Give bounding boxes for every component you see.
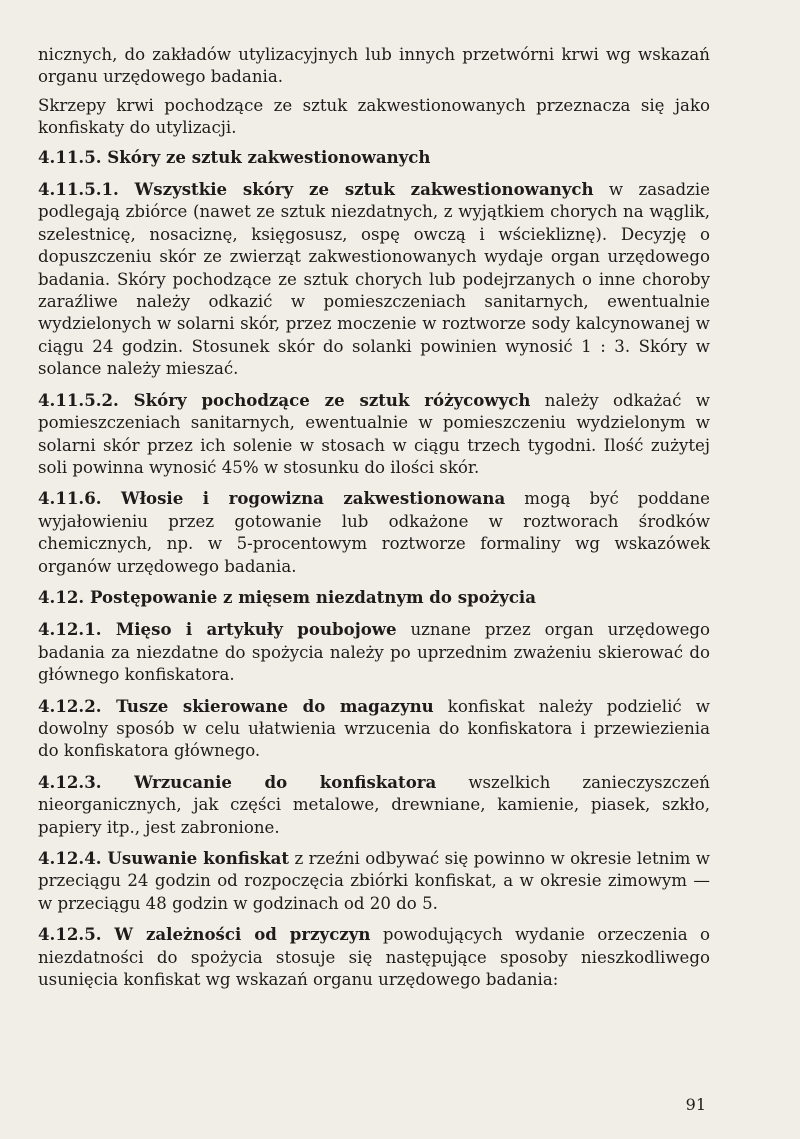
paragraph-lead: 4.12.4. Usuwanie konfiskat	[38, 848, 290, 868]
section-heading-4-12: 4.12. Postępowanie z mięsem niezdatnym do spożycia	[38, 586, 536, 607]
paragraph-lead: 4.12.2. Tusze skierowane do magazynu	[38, 695, 434, 716]
paragraph-lead: 4.11.5.2. Skóry pochodzące ze sztuk różycowych	[38, 389, 531, 410]
paragraph-continuation: nicznych, do zakładów utylizacyjnych lub innych przetwórni krwi wg wskazań organu urzędowego badania.	[38, 45, 710, 87]
paragraph-4-11-6: 4.11.6. Włosie i rogowizna zakwestionowana mogą być poddane wyjałowieniu przez gotowanie lub odkażone w roztworach środków chemicznych, np. w 5-procentowym roztworze formaliny wg wskazówek organów urzędowego badania.	[38, 488, 710, 576]
paragraph-4-12-3: 4.12.3. Wrzucanie do konfiskatora wszelkich zanieczyszczeń nieorganicznych, jak części metalowe, drewniane, kamienie, piasek, szkło, papiery itp., jest zabronione.	[38, 771, 710, 837]
paragraph-4-12-5: 4.12.5. W zależności od przyczyn powodujących wydanie orzeczenia o niezdatności do spożycia stosuje się następujące sposoby nieszkodliwego usunięcia konfiskat wg wskazań organu urzędowego badania:	[38, 924, 710, 990]
paragraph-4-12-2: 4.12.2. Tusze skierowane do magazynu konfiskat należy podzielić w dowolny sposób w celu ułatwienia wrzucenia do konfiskatora i przewiezienia do konfiskatora głównego.	[38, 695, 710, 761]
paragraph-lead: 4.12.5. W zależności od przyczyn	[38, 924, 371, 945]
paragraph-4-12-4: 4.12.4. Usuwanie konfiskat z rzeźni odbywać się powinno w okresie letnim w przeciągu 24 godzin od rozpoczęcia zbiórki konfiskat, a w okresie zimowym — w przeciągu 48 godzin w godzinach od 20 do 5.	[38, 848, 710, 913]
paragraph-4-11-5-1: 4.11.5.1. Wszystkie skóry ze sztuk zakwestionowanych w zasadzie podlegają zbiórce (nawet ze sztuk niezdatnych, z wyjątkiem chorych na wąglik, szelestnicę, nosaciznę, księgosusz, ospę owczą i wściekliznę). Decyzję o dopuszczeniu skór ze zwierząt zakwestionowanych wydaje organ urzędowego badania. Skóry pochodzące ze sztuk chorych lub podejrzanych o inne choroby zaraźliwe należy odkazić w pomieszczeniach sanitarnych, ewentualnie wydzielonych w solarni skór, przez moczenie w roztworze sody kalcynowanej w ciągu 24 godzin. Stosunek skór do solanki powinien wynosić 1 : 3. Skóry w solance należy mieszać.	[38, 179, 710, 379]
paragraph-lead: 4.12.1. Mięso i artykuły poubojowe	[38, 619, 397, 640]
page-number: 91	[685, 1095, 706, 1114]
page-body	[38, 44, 710, 999]
paragraph-4-11-5-2: 4.11.5.2. Skóry pochodzące ze sztuk różycowych należy odkażać w pomieszczeniach sanitarnych, ewentualnie w pomieszczeniu wydzielonym w solarni skór przez ich solenie w stosach w ciągu trzech tygodni. Ilość zużytej soli powinna wynosić 45% w stosunku do ilości skór.	[38, 389, 710, 477]
paragraph-lead: 4.11.5.1. Wszystkie skóry ze sztuk zakwestionowanych	[38, 179, 594, 200]
section-heading-4-11-5: 4.11.5. Skóry ze sztuk zakwestionowanych	[38, 146, 431, 167]
paragraph-4-12-1: 4.12.1. Mięso i artykuły poubojowe uznane przez organ urzędowego badania za niezdatne do spożycia należy po uprzednim zważeniu skierować do głównego konfiskatora.	[38, 619, 710, 685]
paragraph-lead: 4.11.6. Włosie i rogowizna zakwestionowana	[38, 488, 506, 509]
paragraph-blood-clots: Skrzepy krwi pochodzące ze sztuk zakwestionowanych przeznacza się jako konfiskaty do utylizacji.	[38, 95, 710, 138]
paragraph-lead: 4.12.3. Wrzucanie do konfiskatora	[38, 771, 437, 792]
